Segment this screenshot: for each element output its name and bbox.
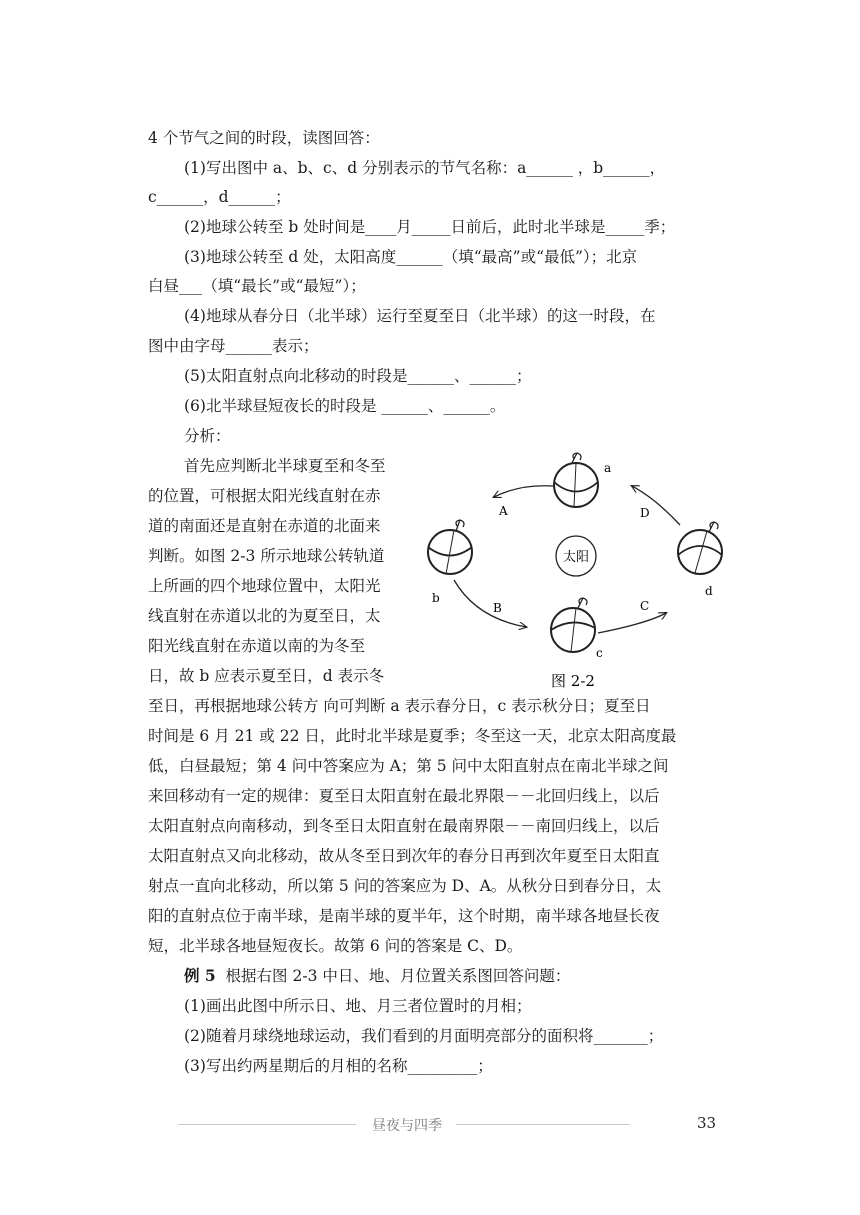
orbit-arc-c	[598, 613, 666, 633]
orbit-arc-a	[494, 486, 553, 497]
position-label-c: c	[596, 646, 603, 660]
analysis-line: 阳的直射点位于南半球，是南半球的夏半年，这个时期，南半球各地昼长夜	[148, 907, 660, 925]
page-footer	[0, 1113, 860, 1135]
example-label: 例 5	[184, 966, 216, 985]
question-1-cont: c______，d______；	[148, 188, 291, 206]
analysis-heading: 分析：	[184, 427, 231, 445]
footer-rule-left	[178, 1124, 356, 1125]
figure-caption: 图 2-2	[551, 672, 595, 690]
earth-d	[678, 522, 722, 574]
earth-b	[428, 520, 472, 574]
analysis-line: 判断。如图 2-3 所示地球公转轨道	[148, 547, 385, 565]
question-4-cont: 图中由字母______表示；	[148, 337, 319, 355]
question-4-line: (4)地球从春分日（北半球）运行至夏至日（北半球）的这一时段，在	[184, 307, 656, 325]
sun-label: 太阳	[562, 550, 590, 565]
analysis-line: 时间是 6 月 21 或 22 日，此时北半球是夏季；冬至这一天，北京太阳高度最	[148, 727, 677, 745]
earth-orbit-diagram	[418, 440, 730, 690]
question-1-line: (1)写出图中 a、b、c、d 分别表示的节气名称：a______ ，b______，	[184, 159, 666, 177]
question-6-line: (6)北半球昼短夜长的时段是 ______、______。	[184, 397, 506, 415]
question-5-line: (5)太阳直射点向北移动的时段是______、______；	[184, 367, 532, 385]
footer-title: 昼夜与四季	[372, 1118, 442, 1134]
earth-c	[551, 598, 595, 652]
example-question-1: (1)画出此图中所示日、地、月三者位置时的月相；	[184, 997, 532, 1015]
orbit-arc-b	[454, 580, 526, 627]
analysis-line: 太阳直射点向南移动，到冬至日太阳直射在最南界限－－南回归线上，以后	[148, 817, 660, 835]
segment-label-A: A	[499, 504, 508, 518]
example-question-3: (3)写出约两星期后的月相的名称_________；	[184, 1057, 493, 1075]
footer-rule-right	[456, 1124, 630, 1125]
position-label-a: a	[604, 461, 612, 475]
analysis-line: 首先应判断北半球夏至和冬至	[184, 457, 386, 475]
example-text: 根据右图 2-3 中日、地、月位置关系图回答问题：	[225, 967, 571, 985]
segment-label-B: B	[493, 601, 502, 615]
page-number: 33	[697, 1114, 717, 1132]
analysis-line: 阳光线直射在赤道以南的为冬至	[148, 637, 366, 655]
earth-a	[554, 453, 598, 507]
analysis-line: 射点一直向北移动，所以第 5 问的答案应为 D、A。从秋分日到春分日，太	[148, 877, 662, 895]
example-question-2: (2)随着月球绕地球运动，我们看到的月面明亮部分的面积将_______；	[184, 1027, 664, 1045]
segment-label-C: C	[640, 599, 650, 613]
question-3-cont: 白昼___（填“最长”或“最短”）；	[148, 277, 366, 295]
analysis-line: 的位置，可根据太阳光线直射在赤	[148, 487, 381, 505]
position-label-b: b	[432, 591, 440, 605]
analysis-line: 低，白昼最短；第 4 问中答案应为 A；第 5 问中太阳直射点在南北半球之间	[148, 757, 669, 775]
text-line: 4 个节气之间的时段，读图回答：	[148, 129, 380, 147]
analysis-line: 来回移动有一定的规律：夏至日太阳直射在最北界限－－北回归线上，以后	[148, 787, 660, 805]
question-2-line: (2)地球公转至 b 处时间是____月_____日前后，此时北半球是_____季；	[184, 218, 676, 236]
analysis-line: 道的南面还是直射在赤道的北面来	[148, 517, 381, 535]
analysis-line: 上所画的四个地球位置中，太阳光	[148, 577, 381, 595]
position-label-d: d	[705, 584, 713, 598]
segment-label-D: D	[640, 506, 650, 520]
question-3-line: (3)地球公转至 d 处，太阳高度______（填“最高”或“最低”）；北京	[184, 248, 638, 266]
sun	[556, 536, 596, 576]
analysis-line: 短，北半球各地昼短夜长。故第 6 问的答案是 C、D。	[148, 937, 523, 955]
analysis-line: 线直射在赤道以北的为夏至日，太	[148, 607, 381, 625]
analysis-line: 日，故 b 应表示夏至日，d 表示冬	[148, 667, 385, 685]
example-5-line	[184, 966, 718, 986]
analysis-line: 至日，再根据地球公转方 向可判断 a 表示春分日，c 表示秋分日；夏至日	[148, 697, 651, 715]
analysis-line: 太阳直射点又向北移动，故从冬至日到次年的春分日再到次年夏至日太阳直	[148, 847, 660, 865]
